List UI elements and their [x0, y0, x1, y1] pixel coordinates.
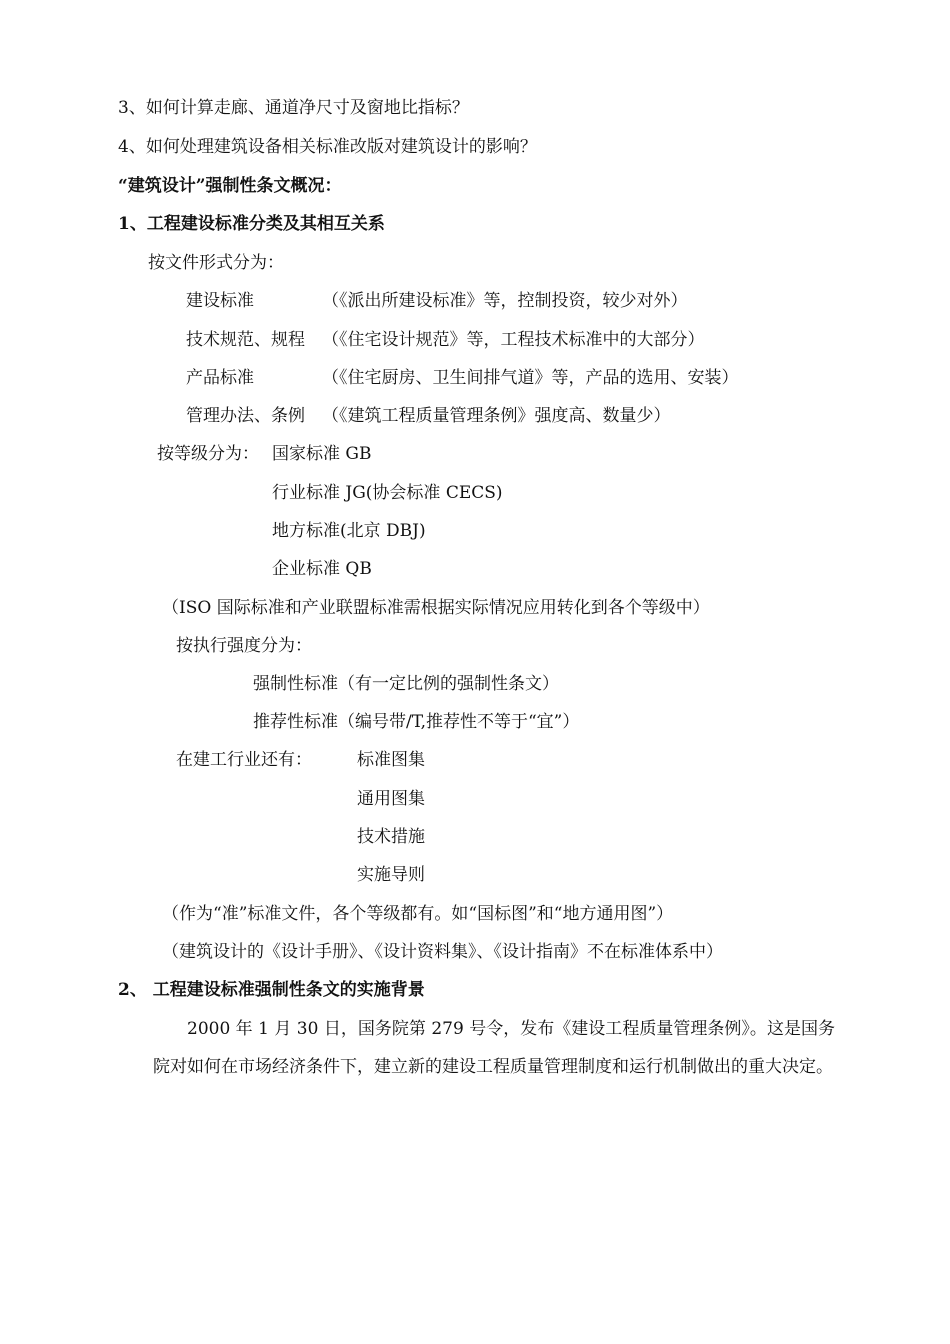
level-item: 企业标准 QB [272, 559, 372, 579]
form-item-name: 产品标准 [186, 368, 254, 388]
level-item: 行业标准 JG(协会标准 CECS) [272, 483, 503, 503]
section-1-heading: 1、工程建设标准分类及其相互关系 [118, 214, 385, 234]
construction-label: 在建工行业还有： [176, 750, 312, 770]
strength-item: 推荐性标准（编号带/T,推荐性不等于“宜”） [253, 712, 580, 732]
form-item-name: 管理办法、条例 [186, 406, 305, 426]
overview-heading: “建筑设计”强制性条文概况： [118, 176, 342, 196]
form-item-desc: （《派出所建设标准》等，控制投资，较少对外） [322, 291, 688, 311]
form-item-desc: （《住宅设计规范》等，工程技术标准中的大部分） [322, 330, 705, 350]
by-form-label: 按文件形式分为： [148, 253, 284, 273]
form-item-name: 建设标准 [186, 291, 254, 311]
form-item-desc: （《建筑工程质量管理条例》强度高、数量少） [322, 406, 671, 426]
construction-item: 实施导则 [357, 865, 425, 885]
form-item-name: 技术规范、规程 [186, 330, 305, 350]
section-2-paragraph: 2000 年 1 月 30 日，国务院第 279 号令，发布《建设工程质量管理条例》。这是国务院对如何在市场经济条件下，建立新的建设工程质量管理制度和运行机制做出的重大决定。 [153, 1019, 835, 1077]
level-item: 地方标准(北京 DBJ) [272, 521, 426, 541]
construction-note-1: （作为“准”标准文件，各个等级都有。如“国标图”和“地方通用图”） [162, 904, 674, 924]
form-item-desc: （《住宅厨房、卫生间排气道》等，产品的选用、安装） [322, 368, 739, 388]
level-note: （ISO 国际标准和产业联盟标准需根据实际情况应用转化到各个等级中） [162, 598, 710, 618]
construction-item: 通用图集 [357, 789, 425, 809]
strength-item: 强制性标准（有一定比例的强制性条文） [253, 674, 559, 694]
by-strength-label: 按执行强度分为： [176, 636, 312, 656]
question-4: 4、如何处理建筑设备相关标准改版对建筑设计的影响？ [118, 137, 537, 157]
level-item: 国家标准 GB [272, 444, 372, 464]
section-2-heading: 2、 工程建设标准强制性条文的实施背景 [118, 980, 425, 1000]
question-3: 3、如何计算走廊、通道净尺寸及窗地比指标？ [118, 98, 469, 118]
construction-item: 技术措施 [357, 827, 425, 847]
by-level-label: 按等级分为： [157, 444, 259, 464]
construction-item: 标准图集 [357, 750, 425, 770]
construction-note-2: （建筑设计的《设计手册》、《设计资料集》、《设计指南》不在标准体系中） [162, 942, 723, 962]
